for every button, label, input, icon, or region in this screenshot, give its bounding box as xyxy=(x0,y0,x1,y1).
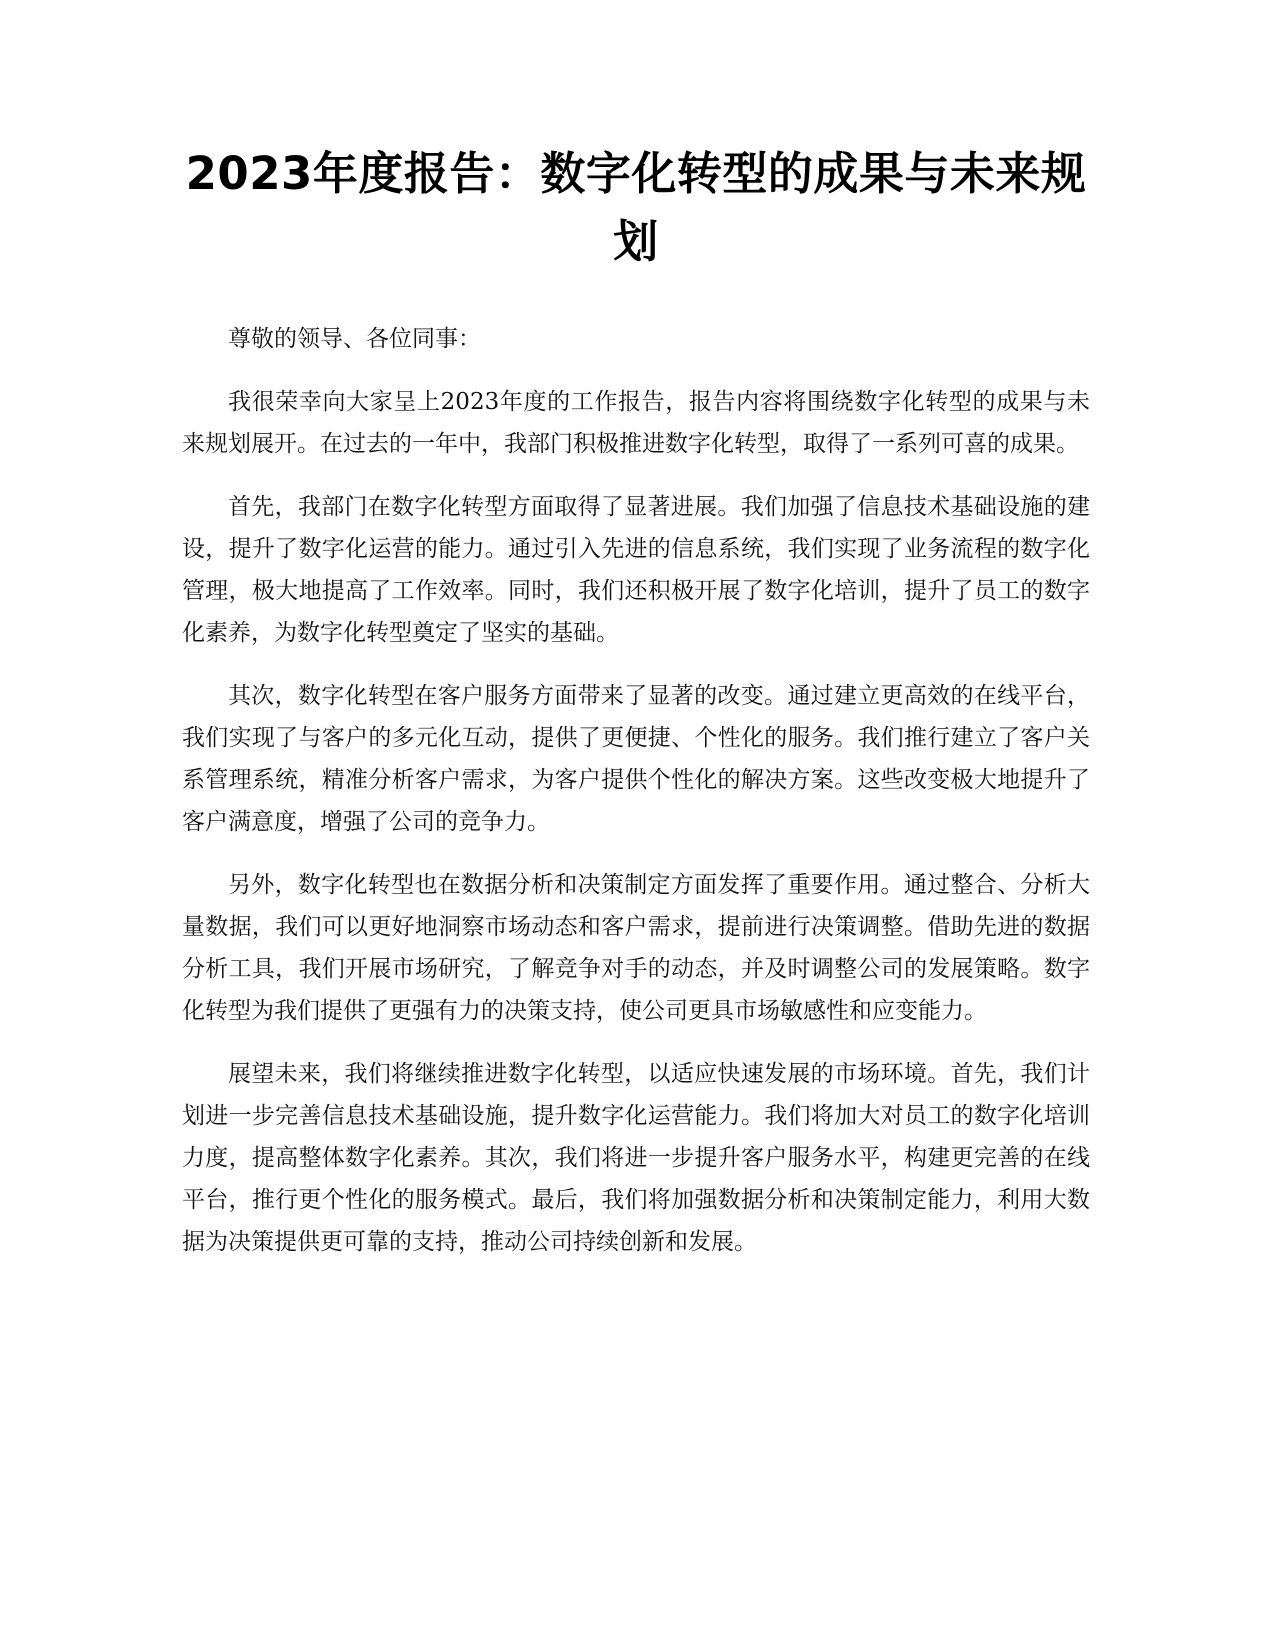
salutation: 尊敬的领导、各位同事： xyxy=(228,326,481,352)
paragraph-customer-service: 其次，数字化转型在客户服务方面带来了显著的改变。通过建立更高效的在线平台，我们实现了与客户的多元化互动，提供了更便捷、个性化的服务。我们推行建立了客户关系管理系统，精准分析客户需求，为客户提供个性化的解决方案。这些改变极大地提升了客户满意度，增强了公司的竞争力。 xyxy=(182,683,1090,835)
paragraph-infrastructure: 首先，我部门在数字化转型方面取得了显著进展。我们加强了信息技术基础设施的建设，提升了数字化运营的能力。通过引入先进的信息系统，我们实现了业务流程的数字化管理，极大地提高了工作效率。同时，我们还积极开展了数字化培训，提升了员工的数字化素养，为数字化转型奠定了坚实的基础。 xyxy=(182,494,1090,646)
paragraph-outlook: 展望未来，我们将继续推进数字化转型，以适应快速发展的市场环境。首先，我们计划进一步完善信息技术基础设施，提升数字化运营能力。我们将加大对员工的数字化培训力度，提高整体数字化素养。其次，我们将进一步提升客户服务水平，构建更完善的在线平台，推行更个性化的服务模式。最后，我们将加强数据分析和决策制定能力，利用大数据为决策提供更可靠的支持，推动公司持续创新和发展。 xyxy=(182,1061,1090,1255)
document-title: 2023年度报告：数字化转型的成果与未来规划 xyxy=(185,147,1087,268)
paragraph-data-analysis: 另外，数字化转型也在数据分析和决策制定方面发挥了重要作用。通过整合、分析大量数据，我们可以更好地洞察市场动态和客户需求，提前进行决策调整。借助先进的数据分析工具，我们开展市场研究，了解竞争对手的动态，并及时调整公司的发展策略。数字化转型为我们提供了更强有力的决策支持，使公司更具市场敏感性和应变能力。 xyxy=(182,872,1090,1024)
paragraph-intro: 我很荣幸向大家呈上2023年度的工作报告，报告内容将围绕数字化转型的成果与未来规划展开。在过去的一年中，我部门积极推进数字化转型，取得了一系列可喜的成果。 xyxy=(182,389,1090,457)
document-body xyxy=(182,318,1090,1284)
